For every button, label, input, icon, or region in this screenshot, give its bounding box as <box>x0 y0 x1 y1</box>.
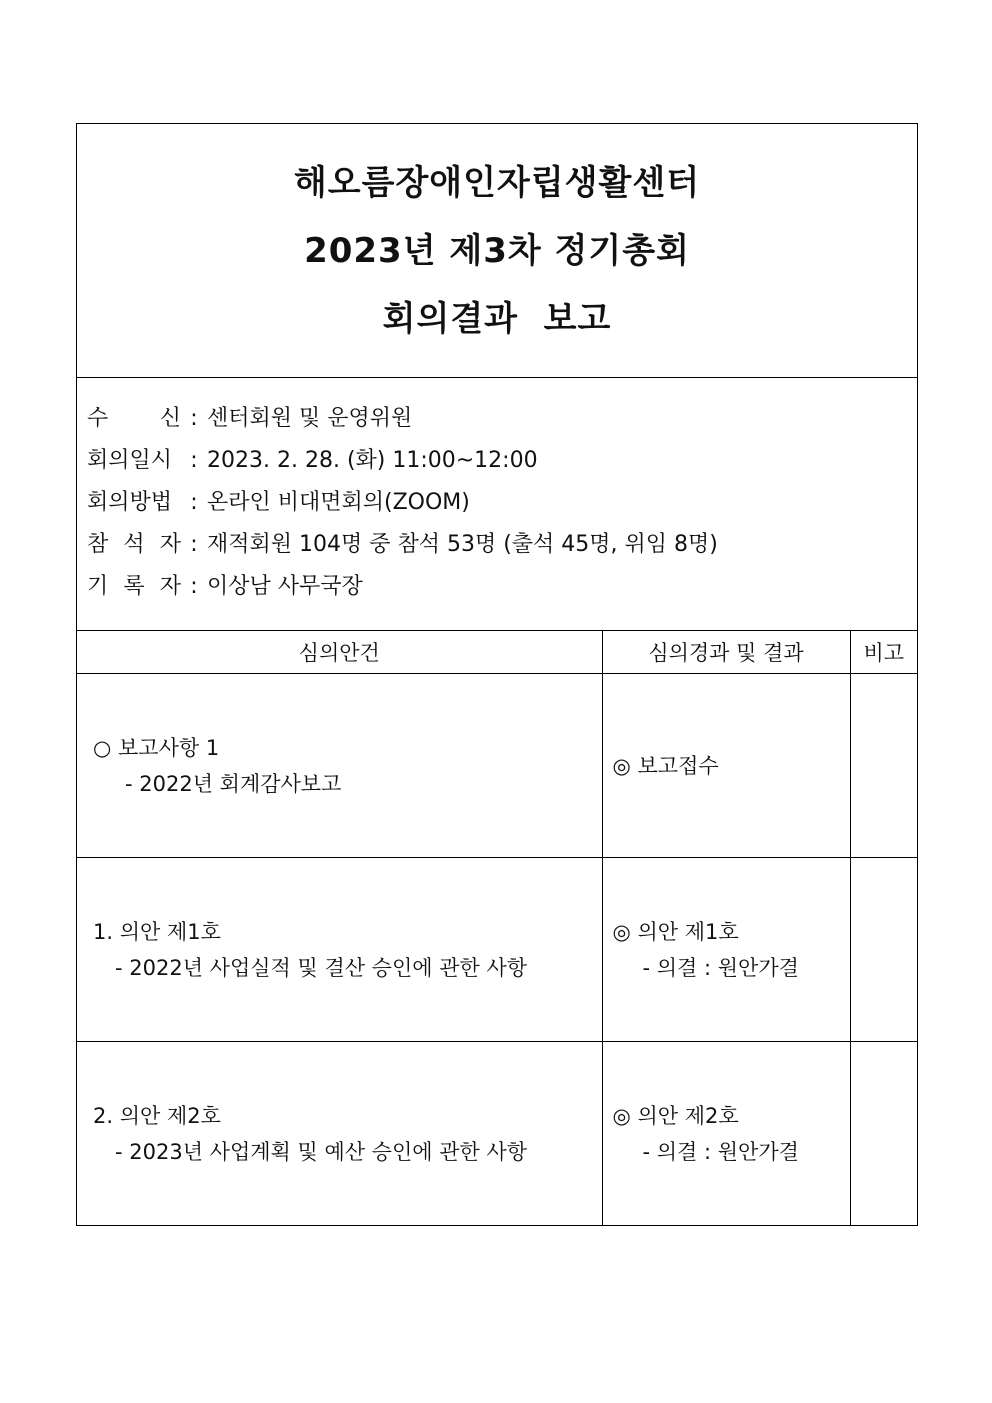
info-colon: : <box>190 406 198 431</box>
info-method-row <box>87 482 907 524</box>
table-row <box>77 1042 917 1226</box>
info-colon: : <box>190 574 198 599</box>
info-date-row <box>87 440 907 482</box>
header-note: 비고 <box>850 631 917 674</box>
agenda-item-title: 2. 의안 제2호 <box>93 1103 221 1128</box>
agenda-table <box>77 631 917 1225</box>
agenda-item-detail: - 2022년 사업실적 및 결산 승인에 관한 사항 <box>115 955 528 980</box>
table-header-row <box>77 631 917 674</box>
note-cell <box>850 1042 917 1226</box>
info-value: 이상남 사무국장 <box>207 574 363 599</box>
agenda-item-detail: - 2022년 회계감사보고 <box>125 771 342 796</box>
info-label: 회의일시 <box>87 448 173 473</box>
info-label: 수 신 <box>87 406 181 431</box>
result-title: ◎ 보고접수 <box>612 753 719 778</box>
info-attendees-row <box>87 524 907 566</box>
info-label: 회의방법 <box>87 490 173 515</box>
agenda-cell <box>77 1042 602 1226</box>
info-colon: : <box>190 490 198 515</box>
agenda-item-title: 1. 의안 제1호 <box>93 919 221 944</box>
report-document <box>76 123 918 1226</box>
note-cell <box>850 674 917 858</box>
agenda-cell <box>77 858 602 1042</box>
meeting-info-section <box>77 378 917 631</box>
header-agenda: 심의안건 <box>77 631 602 674</box>
meeting-name: 2023년 제3차 정기총회 <box>304 230 690 271</box>
info-recipient-row <box>87 398 907 440</box>
info-label: 참 석 자 <box>87 532 181 557</box>
title-section <box>77 124 917 378</box>
header-result: 심의경과 및 결과 <box>602 631 850 674</box>
info-value: 재적회원 104명 중 참석 53명 (출석 45명, 위임 8명) <box>207 532 718 557</box>
result-cell <box>602 1042 850 1226</box>
agenda-item-detail: - 2023년 사업계획 및 예산 승인에 관한 사항 <box>115 1139 528 1164</box>
note-cell <box>850 858 917 1042</box>
info-value: 온라인 비대면회의(ZOOM) <box>207 490 470 515</box>
result-detail: - 의결 : 원안가결 <box>642 1139 799 1164</box>
info-value: 2023. 2. 28. (화) 11:00~12:00 <box>207 448 538 473</box>
info-colon: : <box>190 448 198 473</box>
info-recorder-row <box>87 566 907 608</box>
document-title: 회의결과 보고 <box>382 298 612 339</box>
result-cell <box>602 858 850 1042</box>
info-colon: : <box>190 532 198 557</box>
info-label: 기 록 자 <box>87 574 181 599</box>
agenda-item-title: ○ 보고사항 1 <box>93 735 220 760</box>
organization-name: 해오름장애인자립생활센터 <box>293 162 701 203</box>
result-title: ◎ 의안 제2호 <box>612 1103 739 1128</box>
result-detail: - 의결 : 원안가결 <box>642 955 799 980</box>
table-row <box>77 674 917 858</box>
info-value: 센터회원 및 운영위원 <box>207 406 413 431</box>
table-row <box>77 858 917 1042</box>
result-cell <box>602 674 850 858</box>
agenda-cell <box>77 674 602 858</box>
result-title: ◎ 의안 제1호 <box>612 919 739 944</box>
